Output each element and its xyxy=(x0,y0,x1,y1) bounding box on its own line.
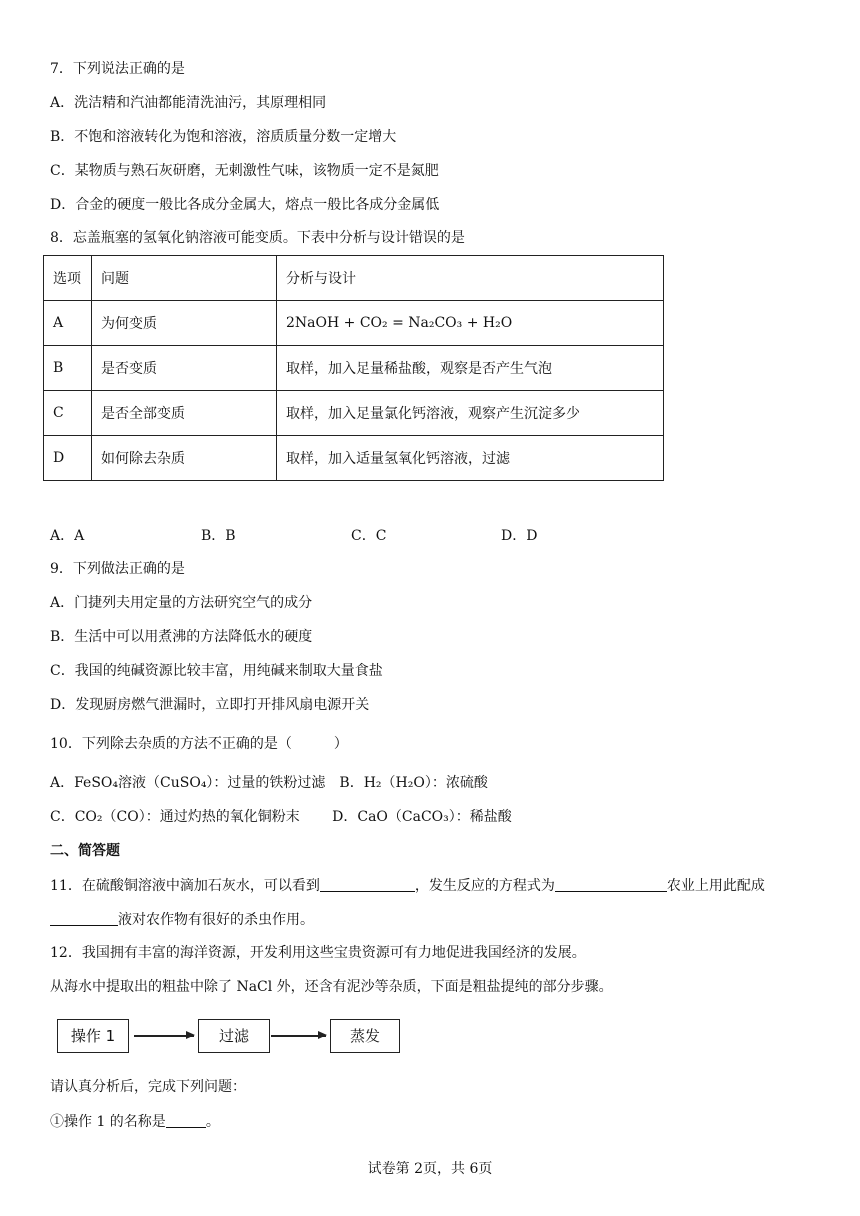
q11-text-3: 农业上用此配成 xyxy=(666,878,765,894)
table-cell: 取样，加入适量氢氧化钙溶液，过滤 xyxy=(277,436,664,481)
table-cell: 取样，加入足量稀盐酸，观察是否产生气泡 xyxy=(277,346,664,391)
answer-blank[interactable] xyxy=(555,875,667,892)
q11-text-2: ，发生反应的方程式为 xyxy=(414,878,555,894)
q9-option-d: D．发现厨房燃气泄漏时，立即打开排风扇电源开关 xyxy=(50,697,370,713)
q8-stem: 8．忘盖瓶塞的氢氧化钠溶液可能变质。下表中分析与设计错误的是 xyxy=(50,230,465,246)
answer-blank[interactable] xyxy=(166,1111,206,1128)
table-row xyxy=(44,346,664,391)
answer-blank[interactable] xyxy=(50,909,118,926)
table-cell: 是否变质 xyxy=(92,346,277,391)
step-box-filter: 过滤 xyxy=(198,1019,270,1053)
table-cell: 取样，加入足量氯化钙溶液，观察产生沉淀多少 xyxy=(277,391,664,436)
table-cell: C xyxy=(44,391,92,436)
section-title: 二、简答题 xyxy=(50,843,120,859)
table-cell: 2NaOH + CO₂ = Na₂CO₃ + H₂O xyxy=(277,301,664,346)
table-row xyxy=(44,391,664,436)
step-box-operation-1: 操作 1 xyxy=(57,1019,129,1053)
q12-sub1-end: 。 xyxy=(205,1114,220,1130)
q9-option-a: A．门捷列夫用定量的方法研究空气的成分 xyxy=(50,595,313,611)
q12-description: 从海水中提取出的粗盐中除了 NaCl 外，还含有泥沙等杂质，下面是粗盐提纯的部分步骤。 xyxy=(50,979,613,995)
answer-blank[interactable] xyxy=(320,875,415,892)
table-cell: 是否全部变质 xyxy=(92,391,277,436)
q7-option-c: C．某物质与熟石灰研磨，无刺激性气味，该物质一定不是氮肥 xyxy=(50,163,439,179)
q8-option-b: B．B xyxy=(201,528,236,544)
q8-option-c: C．C xyxy=(351,528,387,544)
table-row xyxy=(44,301,664,346)
q12-instruction: 请认真分析后，完成下列问题： xyxy=(50,1079,246,1095)
q9-option-c: C．我国的纯碱资源比较丰富，用纯碱来制取大量食盐 xyxy=(50,663,383,679)
arrow-icon xyxy=(271,1035,326,1037)
q11-line2 xyxy=(50,909,314,930)
q8-option-d: D．D xyxy=(501,528,538,544)
table-cell: D xyxy=(44,436,92,481)
q7-option-d: D．合金的硬度一般比各成分金属大，熔点一般比各成分金属低 xyxy=(50,197,440,213)
table-header-cell: 选项 xyxy=(44,256,92,301)
step-box-evaporate: 蒸发 xyxy=(330,1019,400,1053)
q9-stem: 9．下列做法正确的是 xyxy=(50,561,185,577)
q11-line1 xyxy=(50,875,765,896)
q12-sub1-text: ①操作 1 的名称是 xyxy=(50,1114,166,1130)
table-row xyxy=(44,436,664,481)
table-cell: B xyxy=(44,346,92,391)
q12-sub-question-1 xyxy=(50,1111,220,1132)
arrow-icon xyxy=(134,1035,194,1037)
table-cell: A xyxy=(44,301,92,346)
q8-table xyxy=(43,255,664,481)
q8-option-a: A．A xyxy=(50,528,85,544)
table-header-cell: 分析与设计 xyxy=(277,256,664,301)
q7-option-a: A．洗洁精和汽油都能清洗油污，其原理相同 xyxy=(50,95,327,111)
page-footer: 试卷第 2页，共 6页 xyxy=(367,1161,493,1177)
table-cell: 如何除去杂质 xyxy=(92,436,277,481)
q9-option-b: B．生活中可以用煮沸的方法降低水的硬度 xyxy=(50,629,313,645)
table-header-row xyxy=(44,256,664,301)
table-header-cell: 问题 xyxy=(92,256,277,301)
q7-option-b: B．不饱和溶液转化为饱和溶液，溶质质量分数一定增大 xyxy=(50,129,397,145)
q11-text-1: 11．在硫酸铜溶液中滴加石灰水，可以看到 xyxy=(50,878,320,894)
process-flow-diagram xyxy=(57,1019,402,1055)
q7-stem: 7．下列说法正确的是 xyxy=(50,61,185,77)
q10-stem: 10．下列除去杂质的方法不正确的是（ ） xyxy=(50,736,348,752)
table-cell: 为何变质 xyxy=(92,301,277,346)
q10-options-row1: A．FeSO₄溶液（CuSO₄）：过量的铁粉过滤 B．H₂（H₂O）：浓硫酸 xyxy=(50,775,488,791)
q10-options-row2: C．CO₂（CO）：通过灼热的氧化铜粉末 D．CaO（CaCO₃）：稀盐酸 xyxy=(50,809,512,825)
q12-intro: 12．我国拥有丰富的海洋资源，开发利用这些宝贵资源可有力地促进我国经济的发展。 xyxy=(50,945,586,961)
q11-text-4: 液对农作物有很好的杀虫作用。 xyxy=(118,912,314,928)
